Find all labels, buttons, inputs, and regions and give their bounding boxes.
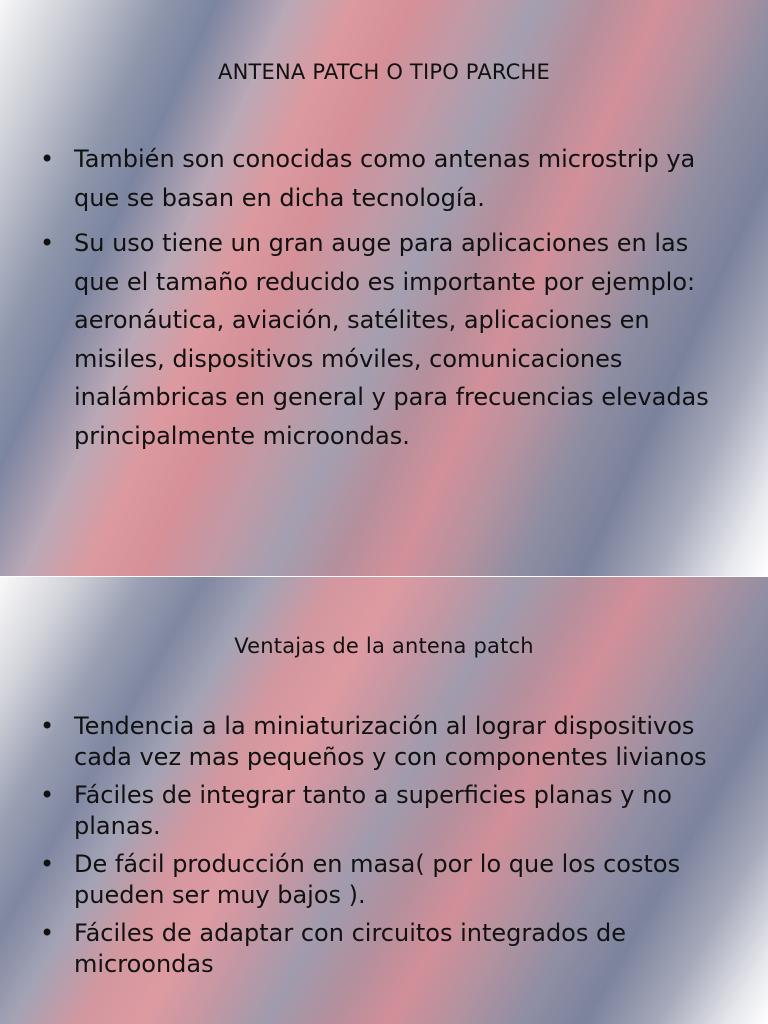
slide-title: ANTENA PATCH O TIPO PARCHE [218,60,550,84]
bullet-text: Su uso tiene un gran auge para aplicaciones en las que el tamaño reducido es importante por ejemplo: aeronáutica, aviación, satélites, aplicaciones en misiles, dispositivos móviles, comunicaciones inalámbricas en general y para frecuencias elevadas principalmente microondas. [74,229,709,450]
bullet-item [34,780,734,841]
bullet-list [34,140,734,462]
bullet-dot-icon: • [40,850,55,878]
bullet-item [34,224,734,455]
bullet-list [34,711,734,987]
bullet-text: Fáciles de adaptar con circuitos integrados de microondas [74,919,626,978]
bullet-dot-icon: • [40,919,55,947]
bullet-text: También son conocidas como antenas microstrip ya que se basan en dicha tecnología. [74,145,696,212]
bullet-dot-icon: • [40,145,55,173]
bullet-text: De fácil producción en masa( por lo que los costos pueden ser muy bajos ). [74,850,681,909]
slide-ventajas [0,577,768,1024]
bullet-item [34,711,734,772]
bullet-item [34,918,734,979]
bullet-dot-icon: • [40,229,55,257]
bullet-dot-icon: • [40,712,55,740]
bullet-text: Tendencia a la miniaturización al lograr dispositivos cada vez mas pequeños y con componentes livianos [74,712,707,771]
bullet-text: Fáciles de integrar tanto a superficies planas y no planas. [74,781,672,840]
bullet-dot-icon: • [40,781,55,809]
slide-title: Ventajas de la antena patch [234,634,534,658]
bullet-item [34,849,734,910]
bullet-item [34,140,734,217]
